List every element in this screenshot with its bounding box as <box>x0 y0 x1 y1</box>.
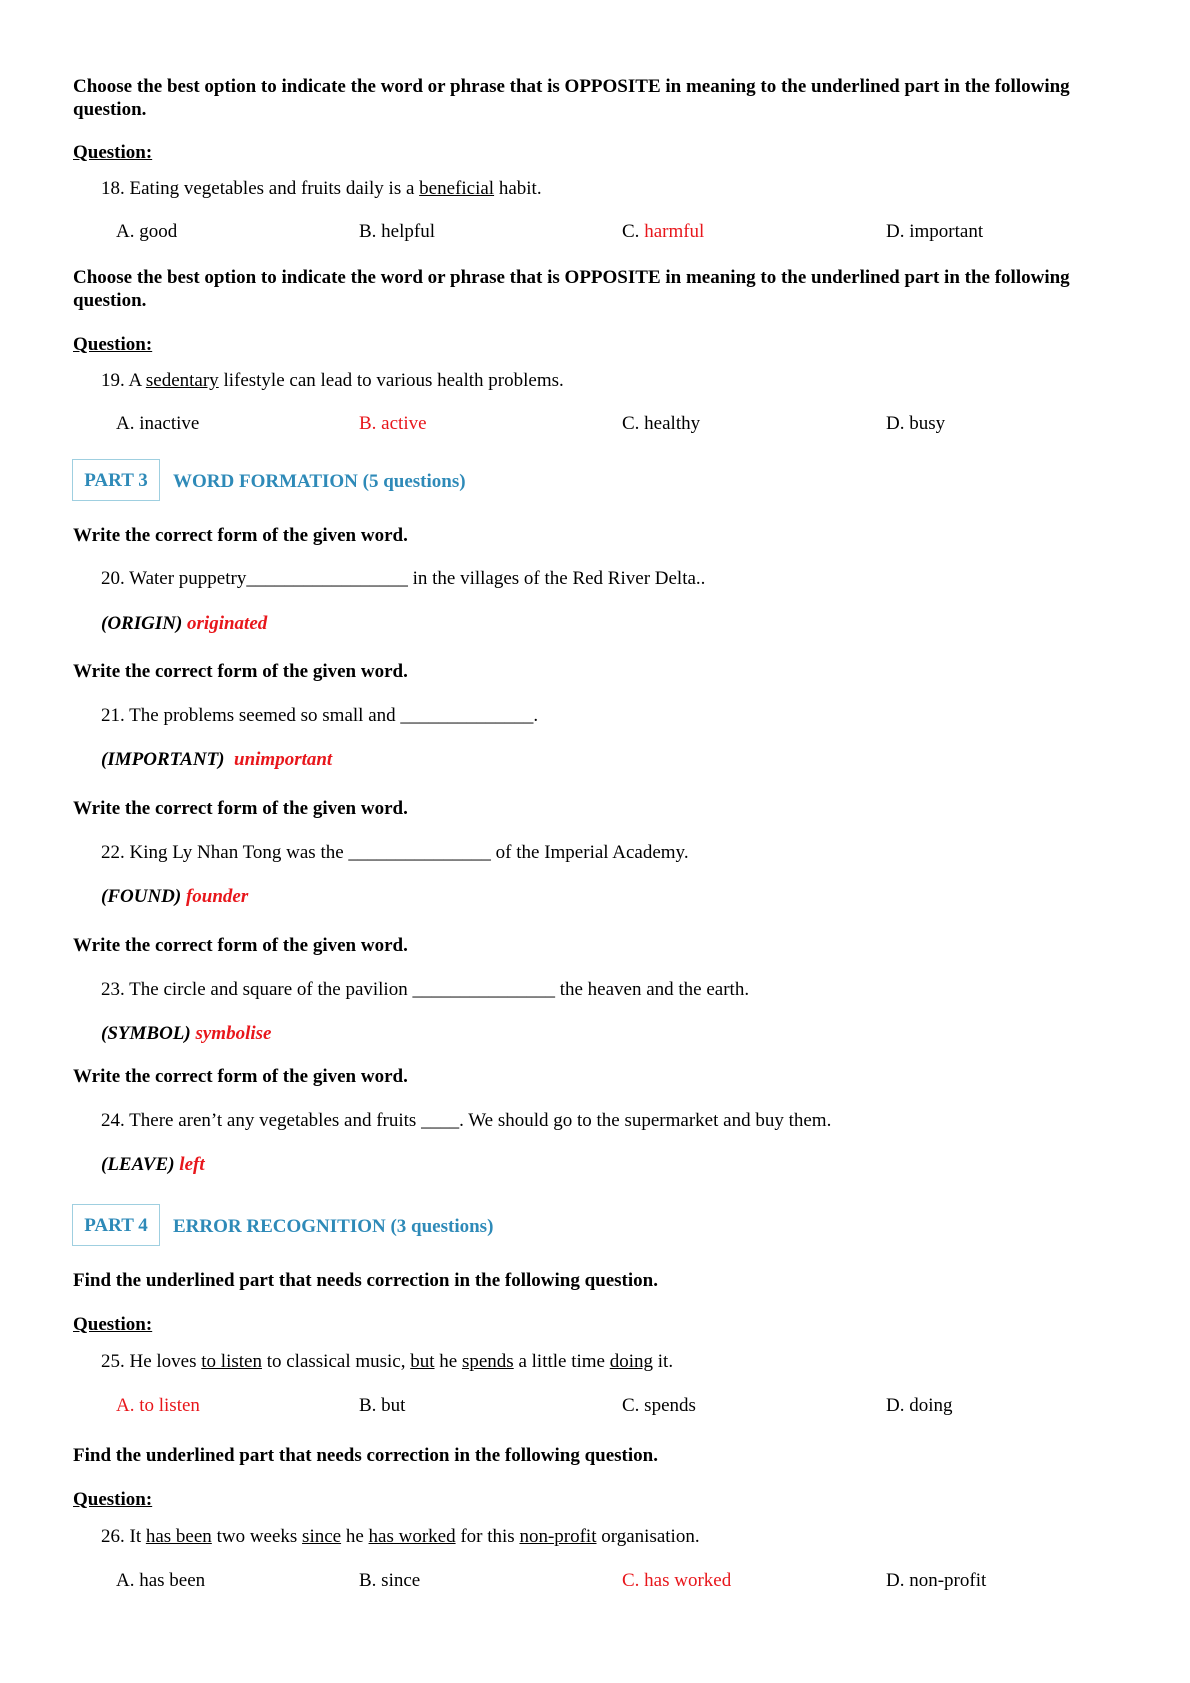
underlined-part-c: spends <box>461 1351 514 1372</box>
part-3-tag: PART 3 <box>72 459 160 501</box>
question-stem-20: 20. Water puppetry_________________ in the villages of the Red River Delta.. <box>101 568 706 589</box>
option-c-answer: C. has worked <box>622 1570 732 1591</box>
option-b: B. helpful <box>359 221 435 242</box>
answer-text: originated <box>187 613 268 634</box>
option-letter: C. <box>622 221 645 242</box>
stem-text: 26. It <box>101 1526 146 1547</box>
underlined-word: sedentary <box>145 370 219 391</box>
stem-text: he <box>434 1351 462 1372</box>
underlined-word: beneficial <box>419 178 495 199</box>
option-c: C. healthy <box>622 413 701 434</box>
stem-text: 19. A <box>101 370 146 391</box>
stem-text: organisation. <box>596 1526 700 1547</box>
stem-text: lifestyle can lead to various health problems. <box>218 370 564 391</box>
question-stem-23: 23. The circle and square of the pavilion _______________ the heaven and the earth. <box>101 979 750 1000</box>
question-label: Question: <box>73 334 153 355</box>
underlined-part-a: has been <box>145 1526 212 1547</box>
part-4-title: ERROR RECOGNITION (3 questions) <box>173 1216 494 1237</box>
answer-text: left <box>179 1154 205 1175</box>
option-b-answer: B. active <box>359 413 427 434</box>
instruction-q20: Write the correct form of the given word. <box>73 525 408 546</box>
option-d: D. busy <box>886 413 946 434</box>
underlined-part-b: but <box>410 1351 435 1372</box>
given-word: (SYMBOL) <box>101 1023 191 1044</box>
option-d: D. doing <box>886 1395 953 1416</box>
answer-text: harmful <box>644 221 705 242</box>
question-label: Question: <box>73 142 153 163</box>
question-stem-26 <box>101 1525 700 1548</box>
instruction-q19: Choose the best option to indicate the word or phrase that is OPPOSITE in meaning to the underlined part in the following question. <box>73 267 1070 311</box>
question-stem-18 <box>101 177 542 200</box>
instruction-q22: Write the correct form of the given word. <box>73 798 408 819</box>
given-word: (ORIGIN) <box>101 613 183 634</box>
instruction-q26: Find the underlined part that needs correction in the following question. <box>73 1445 658 1466</box>
stem-text: habit. <box>494 178 542 199</box>
question-stem-21: 21. The problems seemed so small and ______________. <box>101 705 539 726</box>
given-word-20 <box>101 612 267 635</box>
stem-text: a little time <box>513 1351 610 1372</box>
underlined-part-b: since <box>302 1526 342 1547</box>
option-c <box>622 220 704 243</box>
given-word-24 <box>101 1153 205 1176</box>
option-a: A. inactive <box>116 413 200 434</box>
option-c-text <box>622 221 704 242</box>
stem-text: to classical music, <box>261 1351 411 1372</box>
given-word: (FOUND) <box>101 886 182 907</box>
answer-text: unimportant <box>234 749 333 770</box>
instruction-q21: Write the correct form of the given word. <box>73 661 408 682</box>
answer-text: founder <box>185 886 249 907</box>
option-a-answer: A. to listen <box>116 1395 200 1416</box>
given-word-22 <box>101 885 248 908</box>
part-4-tag: PART 4 <box>72 1204 160 1246</box>
instruction-q23: Write the correct form of the given word. <box>73 935 408 956</box>
given-word: (IMPORTANT) <box>101 749 225 770</box>
given-word: (LEAVE) <box>101 1154 175 1175</box>
given-word-21 <box>101 748 332 771</box>
stem-text: for this <box>455 1526 520 1547</box>
option-a: A. has been <box>116 1570 206 1591</box>
underlined-part-c: has worked <box>368 1526 456 1547</box>
underlined-part-d: non-profit <box>519 1526 597 1547</box>
question-stem-22: 22. King Ly Nhan Tong was the _______________ of the Imperial Academy. <box>101 842 689 863</box>
instruction-q25: Find the underlined part that needs correction in the following question. <box>73 1270 658 1291</box>
question-stem-24: 24. There aren’t any vegetables and fruits ____. We should go to the supermarket and buy them. <box>101 1110 832 1131</box>
instruction-q18: Choose the best option to indicate the word or phrase that is OPPOSITE in meaning to the underlined part in the following question. <box>73 76 1070 120</box>
option-d: D. important <box>886 221 984 242</box>
option-b: B. but <box>359 1395 406 1416</box>
option-c: C. spends <box>622 1395 696 1416</box>
stem-text: 18. Eating vegetables and fruits daily is a <box>101 178 420 199</box>
answer-text: symbolise <box>195 1023 272 1044</box>
question-label: Question: <box>73 1489 153 1510</box>
stem-text: he <box>341 1526 369 1547</box>
question-stem-19 <box>101 369 564 392</box>
underlined-part-a: to listen <box>201 1351 262 1372</box>
option-b: B. since <box>359 1570 421 1591</box>
question-stem-25 <box>101 1350 673 1373</box>
part-3-title: WORD FORMATION (5 questions) <box>173 471 466 492</box>
stem-text: two weeks <box>211 1526 303 1547</box>
underlined-part-d: doing <box>609 1351 654 1372</box>
question-label: Question: <box>73 1314 153 1335</box>
given-word-23 <box>101 1022 271 1045</box>
option-a: A. good <box>116 221 178 242</box>
stem-text: it. <box>653 1351 674 1372</box>
instruction-q24: Write the correct form of the given word. <box>73 1066 408 1087</box>
stem-text: 25. He loves <box>101 1351 202 1372</box>
option-d: D. non-profit <box>886 1570 987 1591</box>
